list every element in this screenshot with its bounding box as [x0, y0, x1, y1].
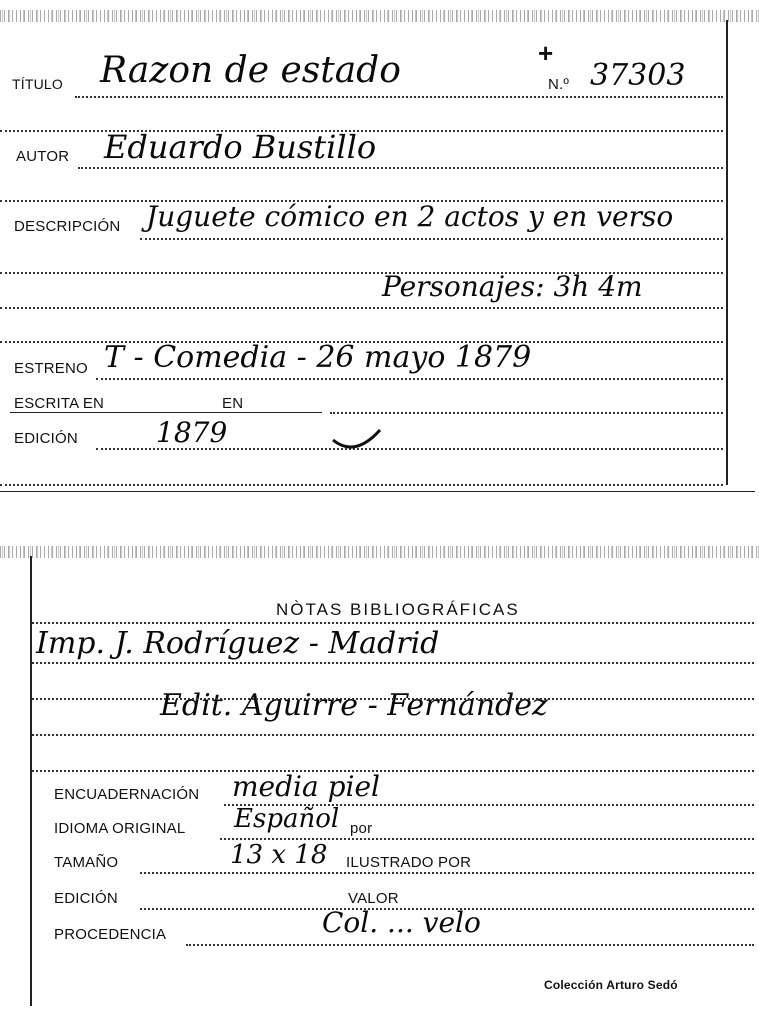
edicion-label-2: EDICIÓN — [54, 890, 118, 907]
cross-mark: + — [538, 38, 554, 68]
circle-smudge-icon — [325, 400, 395, 460]
numero-value: 37303 — [590, 58, 686, 93]
por-label: por — [350, 820, 373, 837]
escrita-en-label: ESCRITA EN — [14, 395, 105, 412]
idioma-value: Español — [234, 804, 340, 834]
card-right-border — [726, 20, 728, 485]
card-edge-speckle — [0, 10, 759, 22]
edicion-line — [96, 448, 723, 450]
catalog-card-top — [0, 0, 759, 495]
valor-label: VALOR — [348, 890, 399, 907]
tamano-line — [140, 872, 754, 874]
autor-line — [78, 167, 723, 169]
ruled-line — [32, 770, 754, 772]
procedencia-line — [186, 944, 754, 946]
ilustrado-label: ILUSTRADO POR — [346, 854, 472, 871]
descripcion-line — [140, 238, 723, 240]
ruled-line — [32, 698, 754, 700]
ruled-line — [0, 307, 723, 309]
tamano-label: TAMAÑO — [54, 854, 119, 871]
procedencia-label: PROCEDENCIA — [54, 926, 167, 943]
estreno-label: ESTRENO — [14, 360, 88, 377]
titulo-value: Razon de estado — [100, 50, 401, 91]
ruled-line — [32, 662, 754, 664]
tamano-value: 13 x 18 — [230, 840, 328, 870]
autor-label: AUTOR — [16, 148, 70, 165]
coleccion-footer: Colección Arturo Sedó — [544, 978, 678, 992]
procedencia-value: Col. ... velo — [322, 906, 481, 939]
notes-line-1: Imp. J. Rodríguez - Madrid — [36, 626, 440, 661]
card-bottom-edge — [0, 491, 755, 492]
edicion-label: EDICIÓN — [14, 430, 78, 447]
descripcion-value: Juguete cómico en 2 actos y en verso — [146, 200, 674, 233]
ruled-line — [0, 484, 723, 486]
estreno-value: T - Comedia - 26 mayo 1879 — [104, 340, 532, 375]
descripcion-label: DESCRIPCIÓN — [14, 218, 121, 235]
titulo-line — [75, 96, 723, 98]
catalog-card-bottom — [0, 538, 759, 1028]
idioma-label: IDIOMA ORIGINAL — [54, 820, 186, 837]
titulo-label: TÍTULO — [12, 76, 63, 92]
encuadernacion-label: ENCUADERNACIÓN — [54, 786, 200, 803]
edicion-value: 1879 — [156, 416, 228, 449]
estreno-line — [96, 378, 723, 380]
escrita-en-line — [10, 412, 322, 413]
descripcion-value-2: Personajes: 3h 4m — [382, 270, 643, 303]
ruled-line — [32, 622, 754, 624]
notes-line-2: Edit. Aguirre - Fernández — [160, 688, 548, 723]
ruled-line — [32, 734, 754, 736]
encuadernacion-value: media piel — [232, 770, 380, 803]
card-edge-speckle — [0, 546, 759, 558]
notas-heading: NÒTAS BIBLIOGRÁFICAS — [276, 600, 520, 619]
autor-value: Eduardo Bustillo — [104, 128, 377, 166]
numero-label: N.º — [548, 76, 570, 93]
en-label: EN — [222, 395, 244, 412]
